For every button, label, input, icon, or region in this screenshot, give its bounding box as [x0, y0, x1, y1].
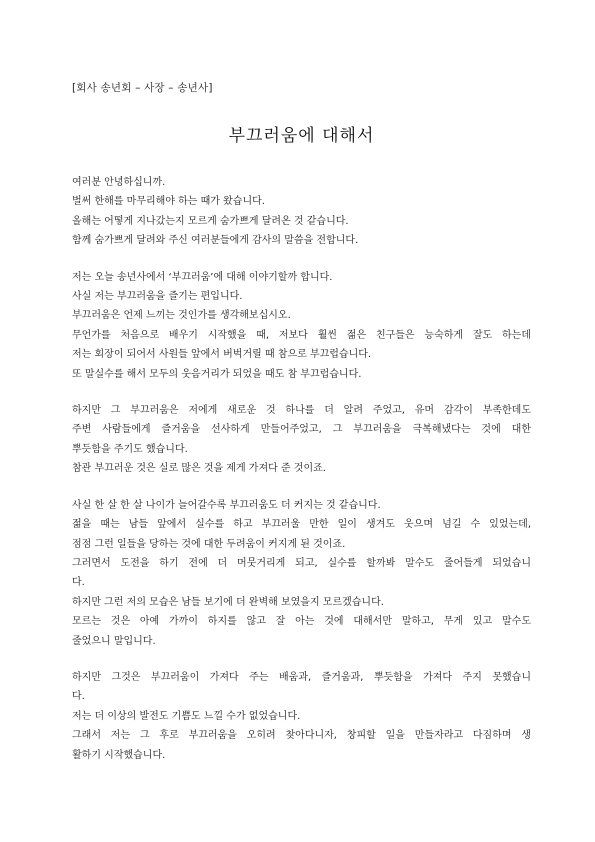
paragraph-line: 뿌듯함을 주기도 했습니다.	[72, 443, 188, 455]
paragraph-line: 하지만 그것은 부끄러움이 가져다 주는 배움과, 즐거움과, 뿌듯함을 가져다 주지 못했습니	[72, 671, 531, 683]
paragraph-line: 모르는 것은 아예 가까이 하지를 않고 잘 아는 것에 대해서만 말하고, 무게 있고 말수도	[72, 616, 531, 628]
paragraph-line: 사실 한 살 한 살 나이가 늘어갈수록 부끄러움도 더 커지는 것 같습니다.	[72, 499, 381, 511]
document-title: 부끄러움에 대해서	[228, 126, 375, 146]
paragraph	[72, 401, 531, 479]
paragraph-line: 주변 사람들에게 즐거움을 선사하게 만들어주었고, 그 부끄러움을 극복해냈다는 것에 대한	[72, 424, 531, 436]
paragraph-line: 하지만 그 부끄러움은 저에게 새로운 것 하나를 더 알려 주었고, 유머 감각이 부족한데도	[72, 405, 531, 417]
paragraph	[72, 268, 531, 384]
paragraph-line: 저는 회장이 되어서 사원들 앞에서 버벅거릴 때 참으로 부끄럽습니다.	[72, 349, 372, 361]
paragraph-line: 저는 더 이상의 발전도 기쁨도 느낄 수가 없었습니다.	[72, 710, 301, 722]
paragraph-line: 참관 부끄러운 것은 실로 많은 것을 제게 가져다 준 것이죠.	[72, 463, 326, 475]
paragraph-line: 그러면서 도전을 하기 전에 더 머뭇거리게 되고, 실수를 할까봐 말수도 줄어들게 되었습니	[72, 557, 531, 569]
paragraph	[72, 496, 531, 651]
paragraph	[72, 173, 531, 251]
paragraph-line: 활하기 시작했습니다.	[72, 749, 166, 761]
paragraph	[72, 668, 531, 765]
paragraph-line: 하지만 그런 저의 모습은 남들 보기에 더 완벽해 보였을지 모르겠습니다.	[72, 596, 384, 608]
document-header: [회사 송년회 – 사장 – 송년사]	[72, 82, 213, 94]
paragraph-line: 부끄러움은 언제 느끼는 것인가를 생각해보십시오.	[72, 310, 291, 322]
paragraph-line: 무언가를 처음으로 배우기 시작했을 때, 저보다 훨씬 젊은 친구들은 능숙하게 잘도 하는데	[72, 329, 531, 341]
paragraph-line: 사실 저는 부끄러움을 즐기는 편입니다.	[72, 291, 243, 303]
paragraph-line: 또 말실수를 해서 모두의 웃음거리가 되었을 때도 참 부끄럽습니다.	[72, 368, 362, 380]
paragraph-line: 그래서 저는 그 후로 부끄러움을 오히려 찾아다니자, 창피할 일을 만들자라고 다짐하며 생	[72, 730, 531, 742]
paragraph-line: 올해는 어떻게 지나갔는지 모르게 숨가쁘게 달려온 것 같습니다.	[72, 215, 349, 227]
paragraph-line: 젊을 때는 남들 앞에서 실수를 하고 부끄러울 만한 일이 생겨도 웃으며 넘길 수 있었는데,	[72, 519, 531, 531]
paragraph-line: 함께 숨가쁘게 달려와 주신 여러분들에게 감사의 말씀을 전합니다.	[72, 235, 359, 247]
paragraph-line: 여러분 안녕하십니까.	[72, 177, 166, 188]
paragraph-line: 벌써 한해를 마무리해야 하는 때가 왔습니다.	[72, 196, 265, 208]
paragraph-line: 점점 그런 일들을 당하는 것에 대한 두려움이 커지게 된 것이죠.	[72, 538, 346, 550]
paragraph-line: 다.	[72, 691, 85, 703]
paragraph-line: 다.	[72, 577, 85, 589]
document-body	[72, 173, 531, 765]
paragraph-line: 줄었으니 말입니다.	[72, 635, 156, 647]
paragraph-line: 저는 오늘 송년사에서 ‘부끄러움’에 대해 이야기할까 합니다.	[72, 271, 333, 283]
